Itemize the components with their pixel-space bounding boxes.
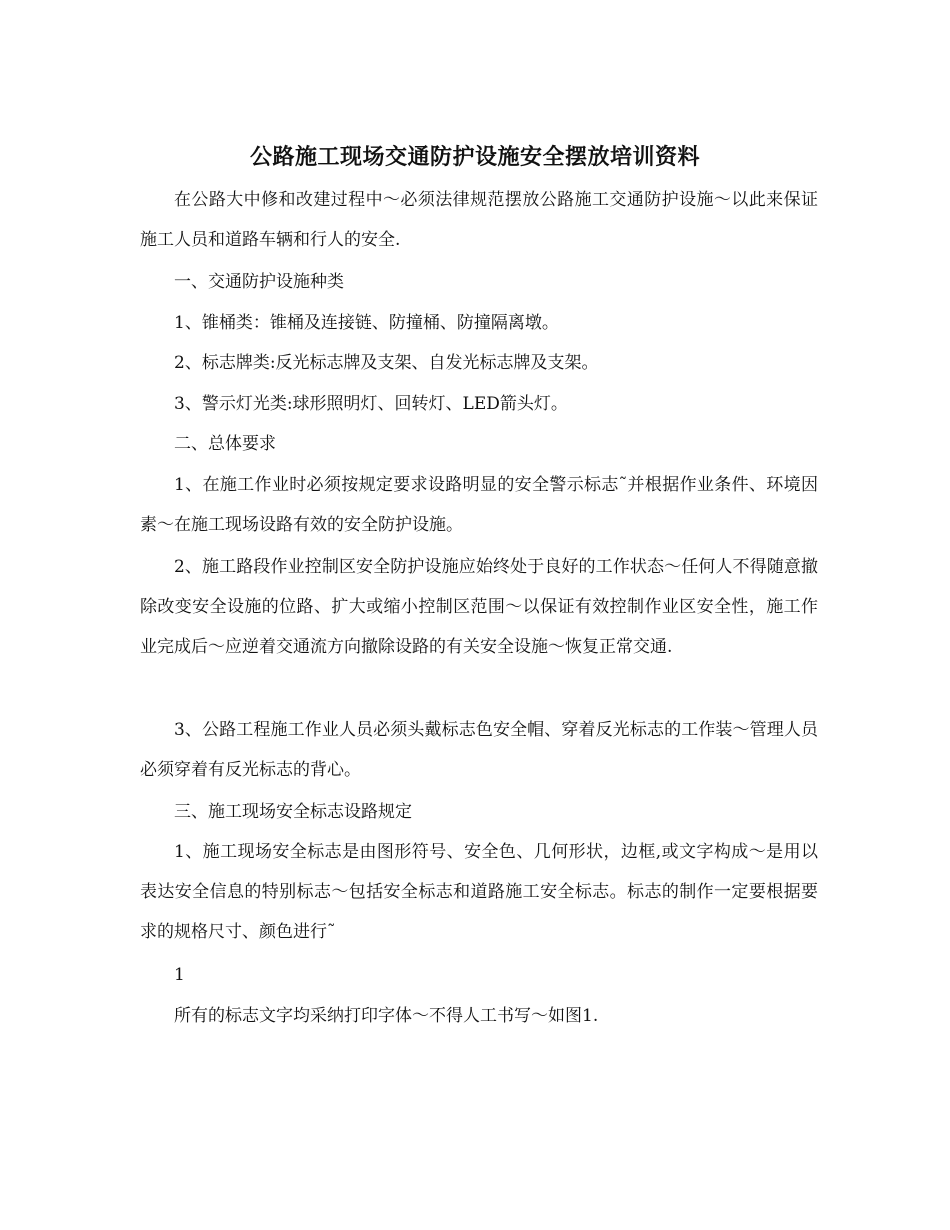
list-item-warning-lights: 3、警示灯光类:球形照明灯、回转灯、LED箭头灯。: [174, 394, 568, 414]
heading-section-2: 二、总体要求: [174, 434, 276, 454]
list-item-cones: 1、锥桶类：锥桶及连接链、防撞桶、防撞隔离墩。: [174, 313, 559, 333]
paragraph-requirement-1: 1、在施工作业时必须按规定要求设路明显的安全警示标志˜并根据作业条件、环境因素～在施工现场设路有效的安全防护设施。: [140, 475, 818, 535]
paragraph-requirement-2: 2、施工路段作业控制区安全防护设施应始终处于良好的工作状态～任何人不得随意撤除改变安全设施的位路、扩大或缩小控制区范围～以保证有效控制作业区安全性，施工作业完成后～应逆着交通流方向撤除设路的有关安全设施～恢复正常交通.: [140, 557, 818, 657]
heading-section-3: 三、施工现场安全标志设路规定: [174, 802, 412, 822]
heading-section-1: 一、交通防护设施种类: [174, 272, 344, 292]
paragraph-intro: 在公路大中修和改建过程中～必须法律规范摆放公路施工交通防护设施～以此来保证施工人员和道路车辆和行人的安全.: [140, 190, 818, 250]
page-number: 1: [174, 965, 185, 985]
list-item-signs: 2、标志牌类:反光标志牌及支架、自发光标志牌及支架。: [174, 353, 599, 373]
paragraph-sign-text: 所有的标志文字均采纳打印字体～不得人工书写～如图1.: [174, 1006, 599, 1026]
paragraph-requirement-3: 3、公路工程施工作业人员必须头戴标志色安全帽、穿着反光标志的工作装～管理人员必须穿着有反光标志的背心。: [140, 720, 818, 780]
document-title: 公路施工现场交通防护设施安全摆放培训资料: [249, 144, 700, 170]
paragraph-sign-rules: 1、施工现场安全标志是由图形符号、安全色、几何形状，边框,或文字构成～是用以表达安全信息的特别标志～包括安全标志和道路施工安全标志。标志的制作一定要根据要求的规格尺寸、颜色进行˜: [140, 842, 818, 942]
